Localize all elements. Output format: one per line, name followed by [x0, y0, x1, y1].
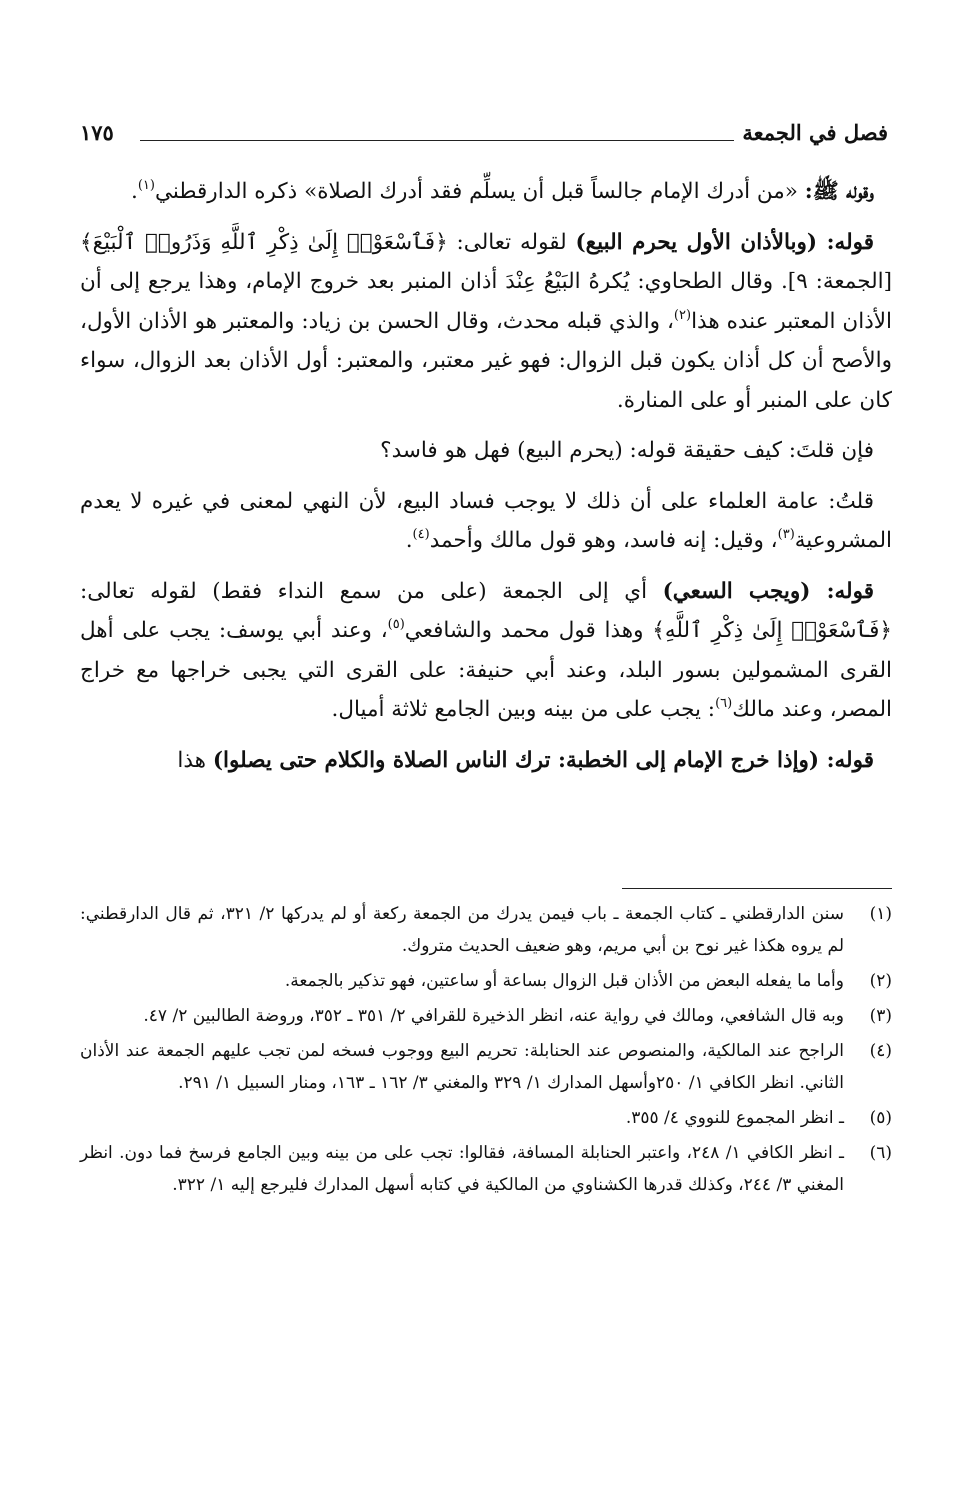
paragraph [80, 431, 892, 471]
footnote [80, 1035, 892, 1099]
footnote-number: (٢) [869, 971, 892, 991]
footnote-separator [622, 888, 892, 889]
footnote-text: سنن الدارقطني ـ كتاب الجمعة ـ باب فيمن يدرك من الجمعة ركعة أو لم يدركها ٢/ ٣٢١، ثم قال الدارقطني: لم يروه هكذا غير نوح بن أبي مريم، وهو ضعيف الحديث متروك. [80, 904, 844, 956]
paragraph-lead: قوله: (وإذا خرج الإمام إلى الخطبة: ترك الناس الصلاة والكلام حتى يصلوا) [212, 747, 874, 773]
footnote-ref[interactable]: (٦) [715, 696, 733, 711]
paragraph [80, 223, 892, 421]
footnote-text: ـ انظر الكافي ١/ ٢٤٨، واعتبر الحنابلة المسافة، فقالوا: تجب على من بينه وبين الجامع فرسخ فما دون. انظر المغني ٣/ ٢٤٤، وكذلك قدرها الكشناوي من المالكية في كتابه أسهل المدارك فليرجع إليه ١/ ٣٢٢. [80, 1143, 844, 1195]
paragraph [80, 482, 892, 561]
paragraph-lead: قوله: (وبالأذان الأول يحرم البيع) [575, 229, 875, 255]
paragraph-tail: ، وقيل: إنه فاسد، وهو قول مالك وأحمد [429, 528, 778, 553]
paragraph [80, 741, 892, 781]
header-rule [140, 140, 768, 141]
paragraph-tail: : يجب على من بينه وبين الجامع ثلاثة أميال. [331, 697, 716, 722]
chapter-title: فصل في الجمعة [734, 118, 888, 148]
footnote-ref[interactable]: (١) [137, 178, 155, 193]
footnote [80, 898, 892, 962]
main-text [80, 172, 892, 791]
footnote-text: وأما ما يفعله البعض من الأذان قبل الزوال بساعة أو ساعتين، فهو تذكير بالجمعة. [284, 971, 844, 991]
paragraph-tail: . [131, 179, 138, 204]
footnote [80, 1137, 892, 1201]
footnotes [80, 898, 892, 1204]
paragraph [80, 572, 892, 730]
footnote-number: (٦) [869, 1143, 892, 1163]
footnote-number: (٥) [869, 1108, 892, 1128]
running-header [80, 118, 888, 154]
page-number: ١٧٥ [80, 118, 122, 148]
footnote-text: ـ انظر المجموع للنووي ٤/ ٣٥٥. [625, 1108, 844, 1128]
footnote-ref[interactable]: (٢) [673, 307, 692, 323]
footnote-text: وبه قال الشافعي، ومالك في رواية عنه، انظر الذخيرة للقرافي ٢/ ٣٥١ ـ ٣٥٢، وروضة الطالبين ٢/ ٤٧. [143, 1006, 844, 1026]
footnote-number: (٣) [869, 1006, 892, 1026]
paragraph-tail: ، والذي قبله محدث، وقال الحسن بن زياد: والمعتبر هو الأذان الأول، والأصح أن كل أذان يكون قبل الزوال: فهو غير معتبر، والمعتبر: أول الأذان بعد الزوال، سواء كان على المنبر أو على المنارة. [80, 308, 892, 413]
paragraph-text: لقوله تعالى: ﴿فَٱسْعَوْا۟ إِلَىٰ ذِكْرِ ٱللَّهِ وَذَرُوا۟ ٱلْبَيْعَ﴾ [الجمعة: ٩]. وقال الطحاوي: يُكرهُ البَيْعُ عِنْدَ أذان المنبر بعد خروج الإمام، وهذا يرجع إلى أن الأذان المعتبر عنده هذا [80, 229, 893, 334]
paragraph-text: أي إلى الجمعة (على من سمع النداء فقط) لقوله تعالى: ﴿فَٱسْعَوْا۟ إِلَىٰ ذِكْرِ ٱللَّهِ﴾ وهذا قول محمد والشافعي [80, 578, 892, 643]
paragraph-text: قلتُ: عامة العلماء على أن ذلك لا يوجب فساد البيع، لأن النهي لمعنى في غيره لا يعدم المشروعية [80, 488, 892, 553]
paragraph-tail: . [405, 528, 413, 553]
footnote-ref[interactable]: (٣) [777, 527, 795, 542]
paragraph-lead: قوله: (ويجب السعي) [662, 578, 874, 604]
footnote [80, 1000, 892, 1032]
footnote-number: (٤) [869, 1041, 892, 1061]
paragraph-lead: وقوله ﷺ: [804, 179, 874, 204]
paragraph-text: فإن قلتَ: كيف حقيقة قوله: (يحرم البيع) فهل هو فاسد؟ [380, 438, 874, 463]
footnote [80, 1102, 892, 1134]
paragraph [80, 172, 892, 212]
paragraph-text: «من أدرك الإمام جالساً قبل أن يسلِّم فقد أدرك الصلاة» ذكره الدارقطني [154, 179, 805, 204]
footnote-text: الراجح عند المالكية، والمنصوص عند الحنابلة: تحريم البيع ووجوب فسخه لمن تجب عليهم الجمعة عند الأذان الثاني. انظر الكافي ١/ ٢٥٠وأسهل المدارك ١/ ٣٢٩ والمغني ٣/ ١٦٢ ـ ١٦٣، ومنار السبيل ١/ ٢٩١. [80, 1041, 844, 1093]
footnote [80, 965, 892, 997]
footnote-ref[interactable]: (٤) [412, 527, 430, 542]
paragraph-tail: ، وعند أبي يوسف: يجب على أهل القرى المشمولين بسور البلد، وعند أبي حنيفة: على القرى التي يجبى خراجها مع خراج المصر، وعند مالك [80, 618, 892, 722]
paragraph-text: هذا [177, 747, 213, 773]
footnote-ref[interactable]: (٥) [387, 617, 405, 632]
footnote-number: (١) [869, 904, 892, 924]
